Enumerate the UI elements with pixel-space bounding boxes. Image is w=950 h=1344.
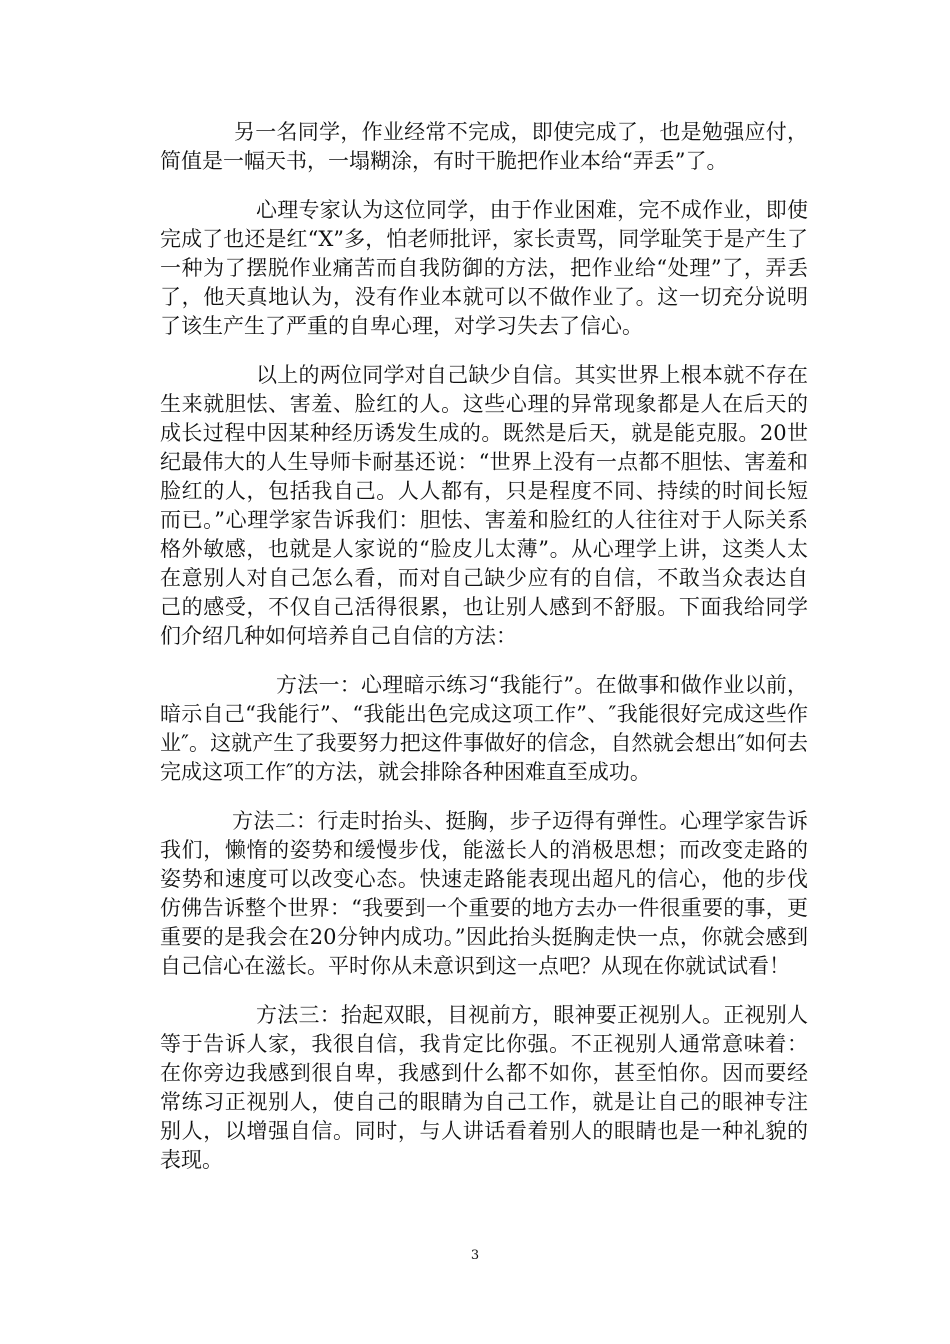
paragraph-homework-student: 另一名同学，作业经常不完成，即使完成了，也是勉强应付，简值是一幅天书，一塌糊涂，有时干脆把作业本给“弄丢”了。 xyxy=(160,120,808,173)
paragraph-expert-analysis: 心理专家认为这位同学，由于作业困难，完不成作业，即使完成了也还是红“X”多，怕老师批评，家长责骂，同学耻笑于是产生了一种为了摆脱作业痛苦而自我防御的方法，把作业给“处理”了，弄丢了，他天真地认为，没有作业本就可以不做作业了。这一切充分说明了该生产生了严重的自卑心理，对学习失去了信心。 xyxy=(160,198,808,338)
document-body xyxy=(160,118,808,1195)
page-number: 3 xyxy=(470,1248,480,1263)
paragraph-method-three: 方法三：抬起双眼，目视前方，眼神要正视别人。正视别人等于告诉人家，我很自信，我肯定比你强。不正视别人通常意味着：在你旁边我感到很自卑，我感到什么都不如你，甚至怕你。因而要经常练习正视别人，使自己的眼睛为自己工作，就是让自己的眼神专注别人，以增强自信。同时，与人讲话看着别人的眼睛也是一种礼貌的表现。 xyxy=(160,1003,808,1172)
paragraph-confidence-intro: 以上的两位同学对自己缺少自信。其实世界上根本就不存在生来就胆怯、害羞、脸红的人。这些心理的异常现象都是人在后天的成长过程中因某种经历诱发生成的。既然是后天，就是能克服。20世纪最伟大的人生导师卡耐基还说：“世界上没有一点都不胆怯、害羞和脸红的人，包括我自己。人人都有，只是程度不同、持续的时间长短而已。”心理学家告诉我们：胆怯、害羞和脸红的人往往对于人际关系格外敏感，也就是人家说的“脸皮儿太薄”。从心理学上讲，这类人太在意别人对自己怎么看，而对自己缺少应有的自信，不敢当众表达自己的感受，不仅自己活得很累，也让别人感到不舒服。下面我给同学们介绍几种如何培养自己自信的方法： xyxy=(160,363,808,648)
paragraph-method-one: 方法一：心理暗示练习“我能行”。在做事和做作业以前，暗示自己“我能行”、“我能出色完成这项工作”、″我能很好完成这些作业″。这就产生了我要努力把这件事做好的信念，自然就会想出″如何去完成这项工作″的方法，就会排除各种困难直至成功。 xyxy=(160,673,808,784)
paragraph-method-two: 方法二：行走时抬头、挺胸，步子迈得有弹性。心理学家告诉我们，懒惰的姿势和缓慢步伐，能滋长人的消极思想；而改变走路的姿势和速度可以改变心态。快速走路能表现出超凡的信心，他的步伐仿佛告诉整个世界：“我要到一个重要的地方去办一件很重要的事，更重要的是我会在20分钟内成功。”因此抬头挺胸走快一点，你就会感到自己信心在滋长。平时你从未意识到这一点吧？从现在你就试试看！ xyxy=(160,809,808,978)
